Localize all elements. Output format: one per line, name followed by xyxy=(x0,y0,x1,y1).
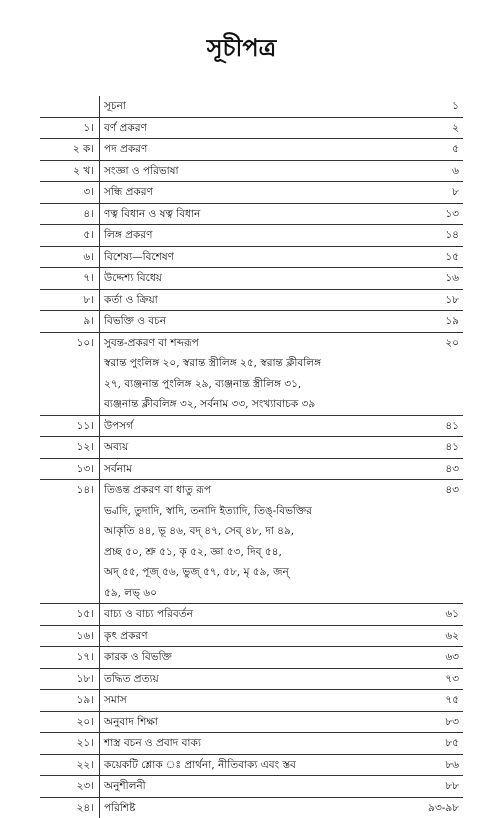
toc-entry xyxy=(40,755,463,777)
toc-entry-page: ৬১ xyxy=(445,604,459,625)
toc-entry xyxy=(40,96,463,118)
toc-entry-label: বিশেষ্য—বিশেষণ xyxy=(104,247,174,268)
toc-entry-number: ১৩। xyxy=(40,459,94,480)
toc-entry-number: ১৯। xyxy=(40,690,94,711)
toc-entry-number: ৪। xyxy=(40,204,94,225)
toc-entry xyxy=(40,268,463,290)
toc-entry-page: ৮৮ xyxy=(445,776,459,797)
toc-row xyxy=(40,712,463,734)
toc-entry-page: ৬২ xyxy=(445,626,459,647)
toc-entry xyxy=(40,437,463,459)
toc-entry-page: ৪১ xyxy=(445,437,459,458)
toc-row xyxy=(40,459,463,481)
toc-row xyxy=(40,96,463,118)
toc-subitem-line: ৫৯, লভ্ ৬০ xyxy=(104,583,455,604)
toc-entry-number: ৭। xyxy=(40,268,94,289)
toc-entry-label: ণত্ব বিধান ও ষত্ব বিধান xyxy=(104,204,200,225)
toc-entry-number: ১৭। xyxy=(40,647,94,668)
toc-entry-label: পদ প্রকরণ xyxy=(104,139,147,160)
toc-entry-number: ১০। xyxy=(40,333,94,354)
toc-entry xyxy=(40,647,463,669)
toc-row xyxy=(40,161,463,183)
toc-entry-number: ২৩। xyxy=(40,776,94,797)
toc-entry-page: ১৫ xyxy=(445,247,459,268)
toc-entry-label: উদ্দেশ্য বিধেয় xyxy=(104,268,162,289)
toc-entry-page: ১৬ xyxy=(445,268,459,289)
toc-entry-label: কারক ও বিভক্তি xyxy=(104,647,172,668)
toc-entry xyxy=(40,161,463,183)
toc-entry-label: বাচ্য ও বাচ্য পরিবর্তন xyxy=(104,604,193,625)
toc-entry xyxy=(40,690,463,712)
toc-entry-label: অব্যয় xyxy=(104,437,128,458)
toc-row xyxy=(40,755,463,777)
toc-entry-label: বর্ণ প্রকরণ xyxy=(104,118,147,139)
toc-entry-label: কর্তা ও ক্রিয়া xyxy=(104,290,158,311)
toc-entry-label: শাস্ত্র বচন ও প্রবাদ বাক্য xyxy=(104,733,201,754)
toc-entry xyxy=(40,139,463,161)
toc-entry-number: ২ ক। xyxy=(40,139,94,160)
toc-entry-number: ৫। xyxy=(40,225,94,246)
toc-entry-label: সংজ্ঞা ও পরিভাষা xyxy=(104,161,179,182)
toc-entry-page: ২ xyxy=(452,118,459,139)
toc-entry xyxy=(40,604,463,626)
toc-entry-page: ৮৩ xyxy=(445,712,459,733)
toc-entry-number: ৮। xyxy=(40,290,94,311)
toc-row xyxy=(40,416,463,438)
toc-entry-label: সর্বনাম xyxy=(104,459,132,480)
toc-entry xyxy=(40,626,463,648)
toc-subitem-line: ২৭, ব্যঞ্জনান্ত পুংলিঙ্গ ২৯, ব্যঞ্জনান্ত স্ত্রীলিঙ্গ ৩১, xyxy=(104,374,455,395)
toc-entry-label: সুবন্ত-প্রকরণ বা শব্দরূপ xyxy=(104,333,199,354)
toc-entry-number: ২৪। xyxy=(40,798,94,818)
toc-entry-label: লিঙ্গ প্রকরণ xyxy=(104,225,152,246)
toc-entry-subitems xyxy=(40,501,463,605)
toc-entry-page: ৮ xyxy=(452,182,459,203)
page-title: সূচীপত্র xyxy=(0,30,483,70)
toc-entry-page: ২০ xyxy=(445,333,459,354)
toc-entry-number: ২১। xyxy=(40,733,94,754)
toc-row xyxy=(40,204,463,226)
toc-entry-number: ১৮। xyxy=(40,669,94,690)
toc-entry-number: ৩। xyxy=(40,182,94,203)
toc-subitem-line: অদ্ ৫৫, পূজ্ ৫৬, ভুজ্ ৫৭, ৫৮, মৃ ৫৯, জন্ xyxy=(104,562,455,583)
toc-row xyxy=(40,333,463,354)
toc-entry-page: ১৮ xyxy=(445,290,459,311)
toc-entry xyxy=(40,669,463,691)
toc-entry xyxy=(40,311,463,333)
toc-entry xyxy=(40,712,463,734)
toc-entry-label: তিঙন্ত প্রকরণ বা ধাতু রূপ xyxy=(104,480,211,501)
toc-entry-page: ১৯ xyxy=(445,311,459,332)
toc-entry-subitems xyxy=(40,353,463,416)
toc-subitem-line: স্বরান্ত পুংলিঙ্গ ২০, স্বরান্ত স্ত্রীলিঙ্গ ২৫, স্বরান্ত ক্লীবলিঙ্গ xyxy=(104,353,455,374)
toc-entry-label: অনুশীলনী xyxy=(104,776,146,797)
toc-row xyxy=(40,626,463,648)
toc-entry-label: বিভক্তি ও বচন xyxy=(104,311,166,332)
toc-entry xyxy=(40,480,463,604)
toc-entry-label: উপসর্গ xyxy=(104,416,133,437)
toc-row xyxy=(40,247,463,269)
toc-entry-number: ১৬। xyxy=(40,626,94,647)
toc-entry xyxy=(40,247,463,269)
toc-entry xyxy=(40,459,463,481)
toc-entry-page: ৭৩ xyxy=(445,669,459,690)
toc-row xyxy=(40,268,463,290)
toc-entry-number: ১৪। xyxy=(40,480,94,501)
toc-entry xyxy=(40,798,463,818)
toc-entry-page: ১৩ xyxy=(445,204,459,225)
toc-entry-number: ৬। xyxy=(40,247,94,268)
toc-entry-page: ৬ xyxy=(452,161,459,182)
toc-entry-number: ১২। xyxy=(40,437,94,458)
toc-entry xyxy=(40,333,463,416)
table-of-contents xyxy=(40,96,463,818)
toc-entry-number: ১৫। xyxy=(40,604,94,625)
toc-entry-label: অনুবাদ শিক্ষা xyxy=(104,712,158,733)
toc-entry-label: সন্ধি প্রকরণ xyxy=(104,182,153,203)
toc-row xyxy=(40,733,463,755)
toc-entry-page: ৯৩-৯৮ xyxy=(428,798,459,818)
toc-entry-page: ৮৬ xyxy=(445,755,459,776)
toc-entry xyxy=(40,225,463,247)
toc-entry-page: ৪৩ xyxy=(445,459,459,480)
toc-entry-number: ২০। xyxy=(40,712,94,733)
toc-entry-page: ৮৫ xyxy=(445,733,459,754)
toc-entry-label: কয়েকটি শ্লোক ঃ প্রার্থনা, নীতিবাক্য এবং স্তব xyxy=(104,755,296,776)
toc-entry-number: ২ খ। xyxy=(40,161,94,182)
toc-row xyxy=(40,290,463,312)
toc-row xyxy=(40,798,463,818)
toc-entry xyxy=(40,290,463,312)
toc-entry-page: ৪৩ xyxy=(445,480,459,501)
toc-entry-page: ৬৩ xyxy=(445,647,459,668)
toc-row xyxy=(40,139,463,161)
toc-entry-label: কৃৎ প্রকরণ xyxy=(104,626,148,647)
toc-entry-label: সমাস xyxy=(104,690,127,711)
toc-row xyxy=(40,437,463,459)
toc-entry-label: পরিশিষ্ট xyxy=(104,798,135,818)
toc-entry xyxy=(40,204,463,226)
toc-entry xyxy=(40,416,463,438)
toc-row xyxy=(40,669,463,691)
toc-entry xyxy=(40,182,463,204)
toc-row xyxy=(40,480,463,501)
toc-subitem-line: ব্যঞ্জনান্ত ক্লীবলিঙ্গ ৩২, সর্বনাম ৩৩, সংখ্যাবাচক ৩৯ xyxy=(104,394,455,415)
toc-entry-label: তদ্ধিত প্রত্যয় xyxy=(104,669,159,690)
toc-row xyxy=(40,182,463,204)
toc-entry-page: ১ xyxy=(452,96,459,117)
toc-subitem-line: আকৃতি ৪৪, ভূ ৪৬, বদ্ ৪৭, সেব্ ৪৮, দা ৪৯, xyxy=(104,521,455,542)
toc-row xyxy=(40,604,463,626)
toc-entry-label: সূচনা xyxy=(104,96,126,117)
toc-entry-number: ১১। xyxy=(40,416,94,437)
toc-row xyxy=(40,647,463,669)
toc-entry-number: ৯। xyxy=(40,311,94,332)
toc-entry-page: ৫ xyxy=(452,139,459,160)
toc-entry xyxy=(40,733,463,755)
toc-row xyxy=(40,225,463,247)
toc-subitem-line: প্রচ্ছ ৫০, শ্রু ৫১, কৃ ৫২, জ্ঞা ৫৩, দিব্ ৫৪, xyxy=(104,542,455,563)
toc-entry xyxy=(40,118,463,140)
toc-entry-page: ১৪ xyxy=(445,225,459,246)
toc-entry-page: ৭৫ xyxy=(445,690,459,711)
toc-row xyxy=(40,690,463,712)
toc-row xyxy=(40,776,463,798)
toc-entry xyxy=(40,776,463,798)
toc-subitem-line: ভ্বাদি, তুদাদি, স্বাদি, তনাদি ইত্যাদি, তিঙ্-বিভক্তির xyxy=(104,501,455,522)
toc-entry-number: ২২। xyxy=(40,755,94,776)
toc-entry-number: ১। xyxy=(40,118,94,139)
toc-entry-page: ৪১ xyxy=(445,416,459,437)
toc-row xyxy=(40,311,463,333)
toc-row xyxy=(40,118,463,140)
